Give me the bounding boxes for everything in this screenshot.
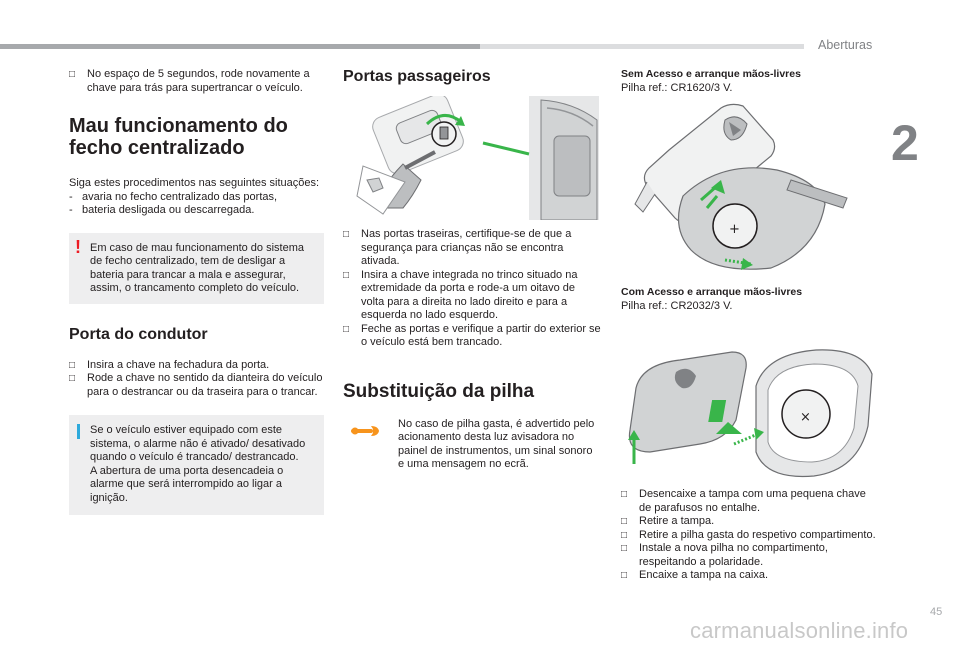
watermark: carmanualsonline.info [690, 618, 909, 643]
svg-text:×: × [800, 410, 811, 425]
checkbox-arrow-icon: □ [621, 489, 628, 500]
checkbox-arrow-icon: □ [621, 529, 628, 541]
checkbox-arrow-icon: □ [343, 323, 350, 335]
list-item: □ Retire a pilha gasta do respetivo compartimento. [621, 528, 876, 541]
header-bar [0, 44, 480, 49]
checkbox-arrow-icon: □ [69, 69, 76, 80]
list-item: □ Insira a chave na fechadura da porta. [69, 358, 270, 371]
list-item: □ Feche as portas e verifique a partir do exterior se o veículo está bem trancado. [343, 322, 601, 348]
list-item: □ Insira a chave integrada no trinco situado na extremidade da porta e rode-a um oitavo de volta para a direita no lado direito e para a esquerda no lado esquerdo. [343, 268, 578, 321]
middle-column [343, 68, 601, 86]
door-key-illustration [343, 96, 599, 220]
checkbox-arrow-icon: □ [69, 373, 76, 384]
without-keyless-ref: Pilha ref.: CR1620/3 V. [621, 81, 733, 94]
key-battery-illustration-2 [616, 344, 876, 482]
with-keyless-ref: Pilha ref.: CR2032/3 V. [621, 299, 733, 312]
section-title: Aberturas [818, 38, 873, 52]
chapter-number: 2 [891, 115, 919, 171]
list-item: □ Nas portas traseiras, certifique-se de que a segurança para crianças não se encontra ativada. [343, 228, 572, 267]
malfunction-title: Mau funcionamento do fecho centralizado [69, 115, 288, 159]
checkbox-arrow-icon: □ [621, 516, 628, 527]
left-column [69, 68, 324, 515]
list-item: □ Rode a chave no sentido da dianteira do veículo para o destrancar ou da traseira para o trancar. [69, 372, 323, 398]
malfunction-text: Siga estes procedimentos nas seguintes situações: [69, 177, 320, 189]
list-item: □ Desencaixe a tampa com uma pequena chave de parafusos no entalhe. [621, 488, 866, 514]
checkbox-arrow-icon: □ [69, 359, 76, 371]
svg-text:+: + [729, 222, 740, 237]
battery-steps [621, 488, 881, 583]
checkbox-arrow-icon: □ [343, 229, 350, 240]
battery-title: Substituição da pilha [343, 380, 535, 402]
exclamation-icon: ! [75, 236, 81, 257]
info-box: Se o veículo estiver equipado com este sistema, o alarme não é ativado/ desativado quando o veículo é trancado/ destrancado. A abertura de uma porta desencadeia o alarme que será interrompido ao ligar a ignição. [69, 415, 324, 515]
warning-box: ! Em caso de mau funcionamento do sistema de fecho centralizado, tem de desligar a bateria para trancar a mala e assegurar, assim, o trancamento completo do veículo. [69, 233, 324, 304]
with-keyless-label [621, 286, 881, 313]
driver-door-title: Porta do condutor [69, 325, 208, 343]
intro-bullet: □ No espaço de 5 segundos, rode novamente a chave para trás para supertrancar o veículo. [69, 68, 310, 94]
checkbox-arrow-icon: □ [621, 543, 628, 554]
wrench-icon [351, 424, 381, 438]
info-bar-icon [77, 424, 80, 439]
driver-door-list [69, 359, 324, 400]
without-keyless-title: Sem Acesso e arranque mãos-livres [621, 68, 801, 80]
malfunction-list [69, 191, 324, 218]
header-bar-light [480, 44, 804, 49]
key-battery-illustration-1 [621, 100, 851, 276]
passenger-doors-title: Portas passageiros [343, 68, 491, 85]
checkbox-arrow-icon: □ [343, 269, 350, 281]
checkbox-arrow-icon: □ [621, 570, 628, 581]
list-item: - bateria desligada ou descarregada. [69, 204, 255, 216]
list-item: - avaria no fecho centralizado das portas, [69, 190, 278, 203]
passenger-instructions [343, 228, 601, 472]
list-item: □ Encaixe a tampa na caixa. [621, 569, 769, 581]
list-item: □ Retire a tampa. [621, 515, 715, 527]
with-keyless-title: Com Acesso e arranque mãos-livres [621, 286, 803, 298]
list-item: □ Instale a nova pilha no compartimento, respeitando a polaridade. [621, 542, 828, 568]
battery-note: No caso de pilha gasta, é advertido pelo acionamento desta luz avisadora no painel de instrumentos, um sinal sonoro e uma mensagem no ecrã. [343, 418, 601, 472]
right-column [621, 68, 881, 95]
page-number: 45 [930, 606, 943, 618]
